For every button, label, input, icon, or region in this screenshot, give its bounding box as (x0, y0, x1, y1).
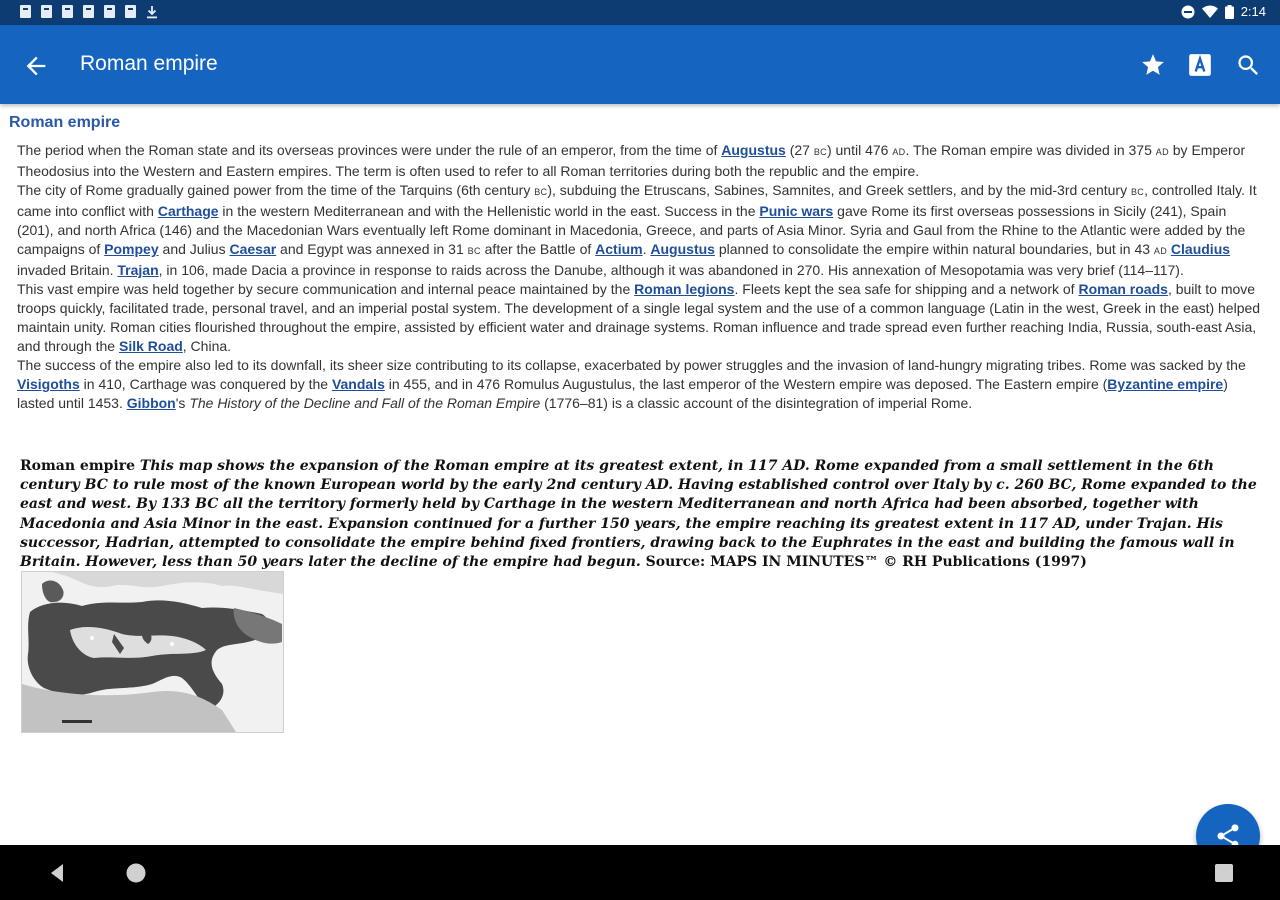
map-caption (20, 457, 1262, 572)
notification-icons (20, 5, 158, 19)
text: after the Battle of (480, 241, 596, 257)
app-bar (0, 25, 1280, 104)
text: planned to consolidate the empire within natural boundaries, but in 43 (714, 241, 1154, 257)
link-roman-legions[interactable]: Roman legions (634, 281, 735, 297)
text: (1776–81) is a classic account of the disintegration of imperial Rome. (540, 395, 973, 411)
link-roman-roads[interactable]: Roman roads (1078, 281, 1168, 297)
era-label: AD (892, 147, 906, 157)
search-button[interactable] (1235, 52, 1261, 78)
calendar-icon (104, 5, 115, 18)
roman-empire-map[interactable] (21, 571, 284, 733)
link-caesar[interactable]: Caesar (229, 241, 277, 257)
link-byzantine-empire[interactable]: Byzantine empire (1107, 376, 1224, 392)
link-gibbon[interactable]: Gibbon (126, 395, 176, 411)
battery-icon (1225, 5, 1234, 19)
link-vandals[interactable]: Vandals (331, 376, 385, 392)
era-label: BC (467, 246, 481, 256)
text: The period when the Roman state and its overseas provinces were under the rule of an emperor, from the time of (17, 142, 722, 158)
do-not-disturb-icon (1181, 5, 1195, 19)
text: The city of Rome gradually gained power from the time of the Tarquins (6th century (17, 182, 535, 198)
text: in 455, and in 476 Romulus Augustulus, the last emperor of the Western empire was deposed. The Eastern empire ( (384, 376, 1108, 392)
status-time: 2:14 (1240, 4, 1266, 19)
caption-title: Roman empire (20, 458, 136, 474)
text: This vast empire was held together by secure communication and internal peace maintained by the (17, 281, 635, 297)
text: , China. (182, 338, 232, 354)
text: (27 (785, 142, 814, 158)
text: . Fleets kept the sea safe for shipping and a network of (734, 281, 1079, 297)
text: ) until 476 (826, 142, 893, 158)
link-silk-road[interactable]: Silk Road (118, 338, 183, 354)
link-actium[interactable]: Actium (595, 241, 643, 257)
link-augustus-2[interactable]: Augustus (650, 241, 715, 257)
text: invaded Britain. (17, 262, 118, 278)
text: and Egypt was annexed in 31 (276, 241, 468, 257)
image-icon (125, 5, 136, 18)
system-status (1181, 4, 1266, 19)
calendar-icon (62, 5, 73, 18)
text: The success of the empire also led to its downfall, its sheer size contributing to its collapse, exacerbated by power struggles and the invasion of land-hungry migrating tribes. Rome was sacked by the (17, 357, 1246, 373)
wifi-icon (1202, 5, 1218, 18)
book-title: The History of the Decline and Fall of the Roman Empire (189, 395, 541, 411)
nav-recents-button[interactable] (1212, 861, 1236, 885)
article-body (17, 141, 1262, 413)
link-trajan[interactable]: Trajan (117, 262, 159, 278)
text: ) lasted until 1453. (17, 376, 1228, 411)
link-claudius[interactable]: Claudius (1170, 241, 1231, 257)
link-punic-wars[interactable]: Punic wars (759, 203, 834, 219)
download-icon (146, 5, 158, 19)
text: , controlled Italy. It came into conflict with (17, 182, 1257, 219)
era-label: BC (1130, 187, 1145, 197)
favorite-button[interactable] (1140, 52, 1166, 78)
calendar-icon (41, 5, 52, 18)
recents-square-icon (1212, 861, 1236, 885)
era-label: BC (534, 187, 548, 197)
arrow-back-icon (22, 52, 50, 80)
nav-home-button[interactable] (124, 861, 148, 885)
search-icon (1235, 52, 1262, 79)
text: and Julius (158, 241, 230, 257)
era-label: BC (813, 147, 827, 157)
text: , in 106, made Dacia a province in response to raids across the Danube, although it was abandoned in 270. His annexation of Mesopotamia was very brief (114–117). (158, 262, 1184, 278)
text: , built to move troops quickly, facilitated trade, personal travel, and an imperial postal system. The development of a single legal system and the use of a common language (Latin in the west, Greek in the east) helped maintain unity. Roman cities flourished throughout the empire, assisted by efficient water and drainage systems. Roman influence and trade spread even further reaching India, Russia, south-east Asia, and through the (17, 281, 1261, 354)
link-augustus[interactable]: Augustus (721, 142, 786, 158)
page-title: Roman empire (80, 52, 218, 75)
calendar-icon (20, 5, 31, 18)
text: . The Roman empire was divided in 375 (905, 142, 1156, 158)
article-paragraph-4 (17, 356, 1262, 413)
article-heading: Roman empire (9, 114, 121, 131)
caption-source: Source: MAPS IN MINUTES™ © RH Publications (1997) (645, 554, 1087, 571)
nav-back-button[interactable] (45, 861, 69, 885)
calendar-icon (83, 5, 94, 18)
text: by Emperor Theodosius into the Western and Eastern empires. The term is often used to refer to all Roman territories during both the republic and the empire. (17, 142, 1246, 179)
text-size-button[interactable] (1187, 52, 1213, 78)
text-size-icon (1187, 52, 1213, 78)
caption-text: This map shows the expansion of the Roman empire at its greatest extent, in 117 AD. Rome expanded from a small settlement in the 6th century BC to rule most of the known European world by the early 2nd century AD. Having established control over Italy by c. 260 BC, Rome expanded to the east and west. By 133 BC all the territory formerly held by Carthage in the western Mediterranean and north Africa had been absorbed, together with Macedonia and Asia Minor in the east. Expansion continued for a further 150 years, the empire reaching its greatest extent in 117 AD, under Trajan. His successor, Hadrian, attempted to consolidate the empire behind fixed frontiers, drawing back to the Euphrates in the east and building the famous wall in Britain. However, less than 50 years later the decline of the empire had begun. (20, 458, 1257, 571)
text: ), subduing the Etruscans, Sabines, Samnites, and Greek settlers, and by the mid-3rd century (547, 182, 1131, 198)
text: 's (175, 395, 190, 411)
link-pompey[interactable]: Pompey (104, 241, 159, 257)
status-bar (0, 0, 1280, 25)
text: gave Rome its first overseas possessions in Sicily (241), Spain (201), and north Africa (146) and the Macedonian Wars eventually left Rome dominant in Macedonia, Greece, and parts of Asia Minor. Syria and Gaul from the Rhine to the Atlantic were added by the campaigns of (17, 203, 1246, 257)
article-paragraph-3 (17, 280, 1262, 356)
home-circle-icon (124, 861, 148, 885)
era-label: AD (1153, 246, 1168, 256)
text: . (642, 241, 651, 257)
era-label: AD (1155, 147, 1169, 157)
star-icon (1140, 52, 1166, 78)
article-paragraph-1 (17, 141, 1262, 181)
text: in the western Mediterranean and with the Hellenistic world in the east. Success in the (218, 203, 760, 219)
text: in 410, Carthage was conquered by the (79, 376, 332, 392)
back-triangle-icon (45, 861, 69, 885)
link-carthage[interactable]: Carthage (157, 203, 219, 219)
back-button[interactable] (22, 52, 50, 80)
article-paragraph-2 (17, 181, 1262, 280)
system-nav-bar (0, 845, 1280, 900)
article-content (0, 104, 1280, 844)
link-visigoths[interactable]: Visigoths (17, 376, 80, 392)
